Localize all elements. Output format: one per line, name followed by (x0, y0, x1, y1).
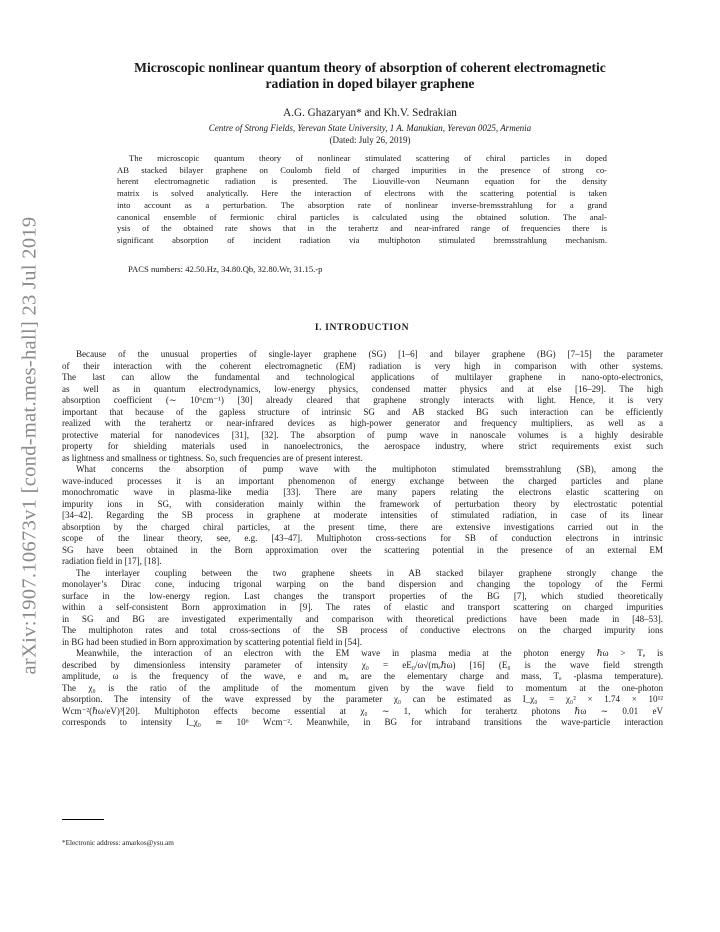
body-text (62, 349, 663, 729)
arxiv-identifier-text: arXiv:1907.10673v1 [cond-mat.mes-hall] 23 Jul 2019 (18, 216, 41, 674)
body-line: Meanwhile, the interaction of an electron with the EM wave in plasma media at the photon energy ℏω > Tₑ is (76, 648, 663, 658)
body-line: protective material for nanodevices [31], [32]. The absorption of pump wave in nanoscale volumes is a highly desirable (62, 429, 663, 440)
body-line: of their interaction with the coherent electromagnetic (EM) radiation is very high in comparison with other systems. (62, 360, 663, 371)
abstract-line: into account as a perturbation. The absorption rate of nonlinear inverse-bremsstrahlung for a grand (117, 199, 607, 210)
abstract-line: significant absorption of incident radiation via multiphoton stimulated bremsstrahlung mechanism. (117, 234, 607, 245)
body-line: in BG had been studied in Born approximation by scattering potential field in [54]. (62, 636, 362, 647)
abstract (117, 153, 607, 247)
abstract-line: ysis of the obtained rate shows that in the terahertz and near-infrared range of frequencies there is (117, 223, 607, 234)
authors: A.G. Ghazaryan* and Kh.V. Sedrakian (283, 107, 457, 119)
abstract-line: The microscopic quantum theory of nonlinear stimulated scattering of chiral particles in doped (129, 153, 607, 163)
body-line: scope of the linear theory, see, e.g. [43–47]. Multiphoton cross-sections for SB of conduction electrons in intrinsic (62, 533, 663, 543)
body-line: absorption by the charged chiral particles, at the present time, there are extensive investigations carried out in the (62, 521, 663, 532)
body-line: important that because of the gapless structure of intrinsic SG and AB stacked BG such interaction can be efficiently (62, 406, 663, 417)
body-line: SG have been obtained in the Born approximation over the scattering potential in the presence of an external EM (62, 544, 663, 555)
body-line: absorption. The intensity of the wave expressed by the parameter χ₀ can be estimated as I_χ₀ = χ₀² × 1.74 × 10¹² (62, 694, 663, 704)
body-line: [34–42]. Regarding the SB process in graphene at moderate intensities of stimulated radiation, in case of its linear (62, 510, 663, 520)
body-line: amplitude, ω is the frequency of the wave, e and mₑ are the elementary charge and mass, Tₑ -plasma temperature). (62, 671, 663, 681)
body-line: monochromatic wave in plasma-like media [33]. There are many papers relating the electrons elastic scattering on (62, 487, 663, 497)
body-line: corresponds to intensity I_χ₀ ≃ 10⁶ Wcm⁻². Meanwhile, in BG for intraband transitions the wave-particle interaction (62, 717, 663, 727)
body-line: The interlayer coupling between the two graphene sheets in AB stacked bilayer graphene strongly change the (76, 567, 663, 578)
section-heading: I. INTRODUCTION (314, 322, 410, 333)
body-line: surface in the low-energy region. Last changes the transport properties of the BG [7], which studied theoretically (62, 590, 663, 601)
footnote: *Electronic address: amarkos@ysu.am (62, 839, 174, 847)
paper-title (70, 60, 670, 92)
body-line: The last can allow the fundamental and technological applications of multilayer graphene in nano-opto-electronics, (62, 372, 663, 382)
body-line: as lightness and smallness or tightness. So, such frequencies are of present interest. (62, 452, 363, 463)
body-line: described by dimensionless intensity parameter of intensity χ₀ = eE₀/ω√(mₑℏω) [16] (E₀ is the wave field strength (62, 659, 663, 670)
body-line: radiation field in [17], [18]. (62, 556, 162, 566)
body-line: The multiphoton rates and total cross-sections of the SB process of conductive electrons on the charged impurity ions (62, 625, 663, 635)
body-line: The χ₀ is the ratio of the amplitude of the momentum given by the wave field to momentum at the one-photon (62, 682, 663, 693)
body-line: impurity ions in SG, with consideration mainly within the framework of perturbation theory by electrostatic potential (62, 498, 663, 509)
abstract-line: AB stacked bilayer graphene on Coulomb field of charged impurities in the presence of strong co- (117, 164, 607, 175)
abstract-line: herent electromagnetic radiation is presented. The Liouville-von Neumann equation for the density (117, 176, 607, 187)
title-line: radiation in doped bilayer graphene (265, 76, 475, 91)
pacs-numbers: PACS numbers: 42.50.Hz, 34.80.Qb, 32.80.Wr, 31.15.-p (128, 264, 323, 274)
body-line: Because of the unusual properties of single-layer graphene (SG) [1–6] and bilayer graphene (BG) [7–15] the parameter (76, 349, 663, 359)
body-line: as well as in quantum electrodynamics, low-energy physics, condensed matter physics and at else [16–29]. The high (62, 383, 663, 394)
body-line: property for shielding materials used in nanoelectronics, the aerospace industry, where strict requirements exist such (62, 441, 663, 451)
body-line: Wcm⁻²(ℏω/eV)³[20]. Multiphoton effects become essential at χ₀ ∼ 1, which for terahertz photons ℏω ∼ 0.01 eV (62, 705, 663, 716)
title-line: Microscopic nonlinear quantum theory of absorption of coherent electromagnetic (134, 60, 606, 75)
abstract-line: canonical ensemble of fermionic chiral particles is calculated using the obtained solution. The anal- (117, 211, 607, 222)
body-line: wave-induced processes it is an important phenomenon of energy exchange between the charged particles and plane (62, 475, 663, 486)
body-line: within a self-consistent Born approximation in [9]. The rates of elastic and transport scattering on charged impurities (62, 602, 663, 612)
body-line: What concerns the absorption of pump wave with the multiphoton stimulated bremsstrahlung (SB), among the (76, 464, 663, 474)
affiliation: Centre of Strong Fields, Yerevan State University, 1 A. Manukian, Yerevan 0025, Armenia (208, 123, 532, 133)
abstract-line: matrix is solved analytically. Here the interaction of electrons with the scattering potential is taken (117, 188, 607, 199)
body-line: monolayer’s Dirac cone, inducing trigonal warping on the band dispersion and changing the topology of the Fermi (62, 579, 663, 589)
arxiv-identifier-stamp (10, 195, 50, 695)
body-line: in SG and BG are investigated experimentally and comparison with theoretical predictions have been made in [48–53]. (62, 613, 663, 624)
body-line: realized with the terahertz or near-infrared devices as high-power generator and frequency multipliers, as well as a (62, 418, 663, 428)
date-line: (Dated: July 26, 2019) (329, 135, 411, 145)
footnote-divider (62, 819, 104, 820)
body-line: absorption coefficient (∼ 10⁶cm⁻¹) [30] already cleared that graphene strongly interacts with light. Hence, it is very (62, 395, 663, 405)
